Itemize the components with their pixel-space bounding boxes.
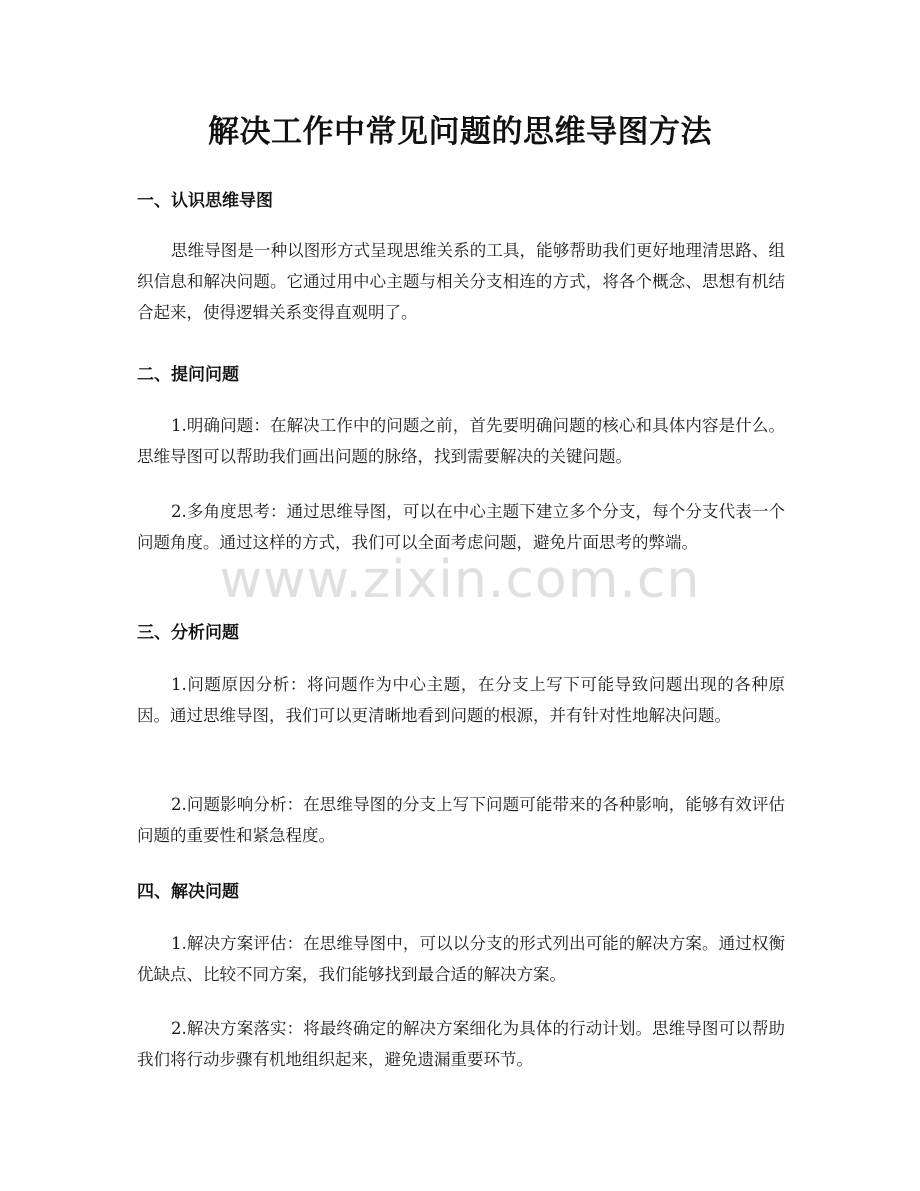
section-heading-1: 一、认识思维导图 [137,191,273,211]
section-4-paragraph-1: 1.解决方案评估：在思维导图中，可以以分支的形式列出可能的解决方案。通过权衡优缺点、比较不同方案，我们能够找到最合适的解决方案。 [137,934,785,984]
section-2-paragraph-1: 1.明确问题：在解决工作中的问题之前，首先要明确问题的核心和具体内容是什么。思维导图可以帮助我们画出问题的脉络，找到需要解决的关键问题。 [137,416,785,466]
section-2-paragraph-2: 2.多角度思考：通过思维导图，可以在中心主题下建立多个分支，每个分支代表一个问题角度。通过这样的方式，我们可以全面考虑问题，避免片面思考的弊端。 [137,502,785,552]
section-heading-2: 二、提问问题 [137,365,239,385]
document-title: 解决工作中常见问题的思维导图方法 [208,114,712,150]
section-heading-3: 三、分析问题 [137,623,239,643]
section-4-paragraph-2: 2.解决方案落实：将最终确定的解决方案细化为具体的行动计划。思维导图可以帮助我们将行动步骤有机地组织起来，避免遗漏重要环节。 [137,1019,785,1069]
watermark: www.zixin.com.cn [219,550,701,610]
section-heading-4: 四、解决问题 [137,882,239,902]
section-3-paragraph-2: 2.问题影响分析：在思维导图的分支上写下问题可能带来的各种影响，能够有效评估问题的重要性和紧急程度。 [137,795,785,845]
section-3-paragraph-1: 1.问题原因分析：将问题作为中心主题，在分支上写下可能导致问题出现的各种原因。通过思维导图，我们可以更清晰地看到问题的根源，并有针对性地解决问题。 [137,675,785,725]
section-1-paragraph-1: 思维导图是一种以图形方式呈现思维关系的工具，能够帮助我们更好地理清思路、组织信息和解决问题。它通过用中心主题与相关分支相连的方式，将各个概念、思想有机结合起来，使得逻辑关系变得直观明了。 [137,241,785,322]
